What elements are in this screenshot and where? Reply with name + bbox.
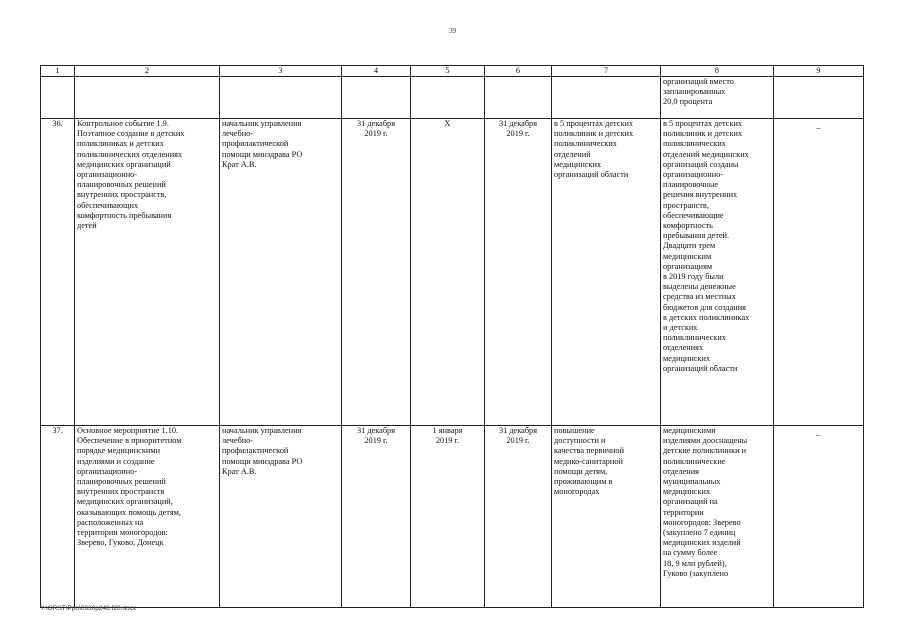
column-header: 4 — [342, 66, 411, 77]
expected-result-cell: в 5 процентах детских поликлиник и детских поликлинических отделений медицинских организаций области — [552, 119, 661, 426]
fact-start-date-cell: 1 января 2019 г. — [411, 426, 485, 608]
column-header: 2 — [75, 66, 220, 77]
column-header: 8 — [661, 66, 774, 77]
note-cell: – — [774, 119, 864, 426]
document-path-footer: Y:\ORST\Ppo\0330p248.f20.docx — [40, 605, 137, 612]
note-cell: – — [774, 426, 864, 608]
column-number-row — [41, 66, 864, 77]
table-row — [41, 426, 864, 608]
responsible-cell: начальник управления лечебно- профилактической помощи минздрава РО Крат А.В. — [220, 119, 342, 426]
report-table — [40, 65, 864, 608]
continuation-result-cell: организаций вместо запланированных 20,0 процента — [661, 77, 774, 119]
plan-start-date-cell: 31 декабря 2019 г. — [342, 426, 411, 608]
continuation-row — [41, 77, 864, 119]
actual-result-cell: медицинскими изделиями дооснащены детские поликлиники и поликлинические отделения муниципальных медицинских организаций на территории моногородов: Зверево (закуплено 7 единиц медицинских изделий на сумму более 18, 9 млн рублей), Гуково (закуплено — [661, 426, 774, 608]
expected-result-cell: повышение доступности и качества первичной медико-санитарной помощи детям, проживающим в моногородах — [552, 426, 661, 608]
plan-start-date-cell: 31 декабря 2019 г. — [342, 119, 411, 426]
column-header: 1 — [41, 66, 75, 77]
responsible-cell: начальник управления лечебно- профилактической помощи минздрава РО Крат А.В. — [220, 426, 342, 608]
actual-result-cell: в 5 процентах детских поликлиник и детских поликлинических отделений медицинских организаций созданы организационно- планировочные решения внутренних пространств, обеспечивающие комфортность пребывания детей. Двадцати трем медицинским организациям в 2019 году были выделены денежные средства из местных бюджетов для создания в детских поликлиниках и детских поликлинических отделениях медицинских организаций области — [661, 119, 774, 426]
column-header: 7 — [552, 66, 661, 77]
event-name-cell: Основное мероприятие 1.10. Обеспечение в приоритетном порядке медицинскими изделиями и создание организационно- планировочных решений внутренних пространств медицинских организаций, оказывающих помощь детям, расположенных на территории моногородов: Зверево, Гуково, Донецк — [75, 426, 220, 608]
page-number: 39 — [449, 27, 456, 35]
row-number: 37. — [41, 426, 75, 608]
table-row — [41, 119, 864, 426]
event-name-cell: Контрольное событие 1.9. Поэтапное создание в детских поликлиниках и детских поликлинических отделениях медицинских организаций организационно- планировочных решений внутренних пространств, обеспечивающих комфортность пребывания детей — [75, 119, 220, 426]
plan-end-date-cell: 31 декабря 2019 г. — [485, 119, 552, 426]
column-header: 9 — [774, 66, 864, 77]
plan-end-date-cell: 31 декабря 2019 г. — [485, 426, 552, 608]
fact-start-date-cell: Х — [411, 119, 485, 426]
column-header: 3 — [220, 66, 342, 77]
row-number: 36. — [41, 119, 75, 426]
column-header: 5 — [411, 66, 485, 77]
column-header: 6 — [485, 66, 552, 77]
